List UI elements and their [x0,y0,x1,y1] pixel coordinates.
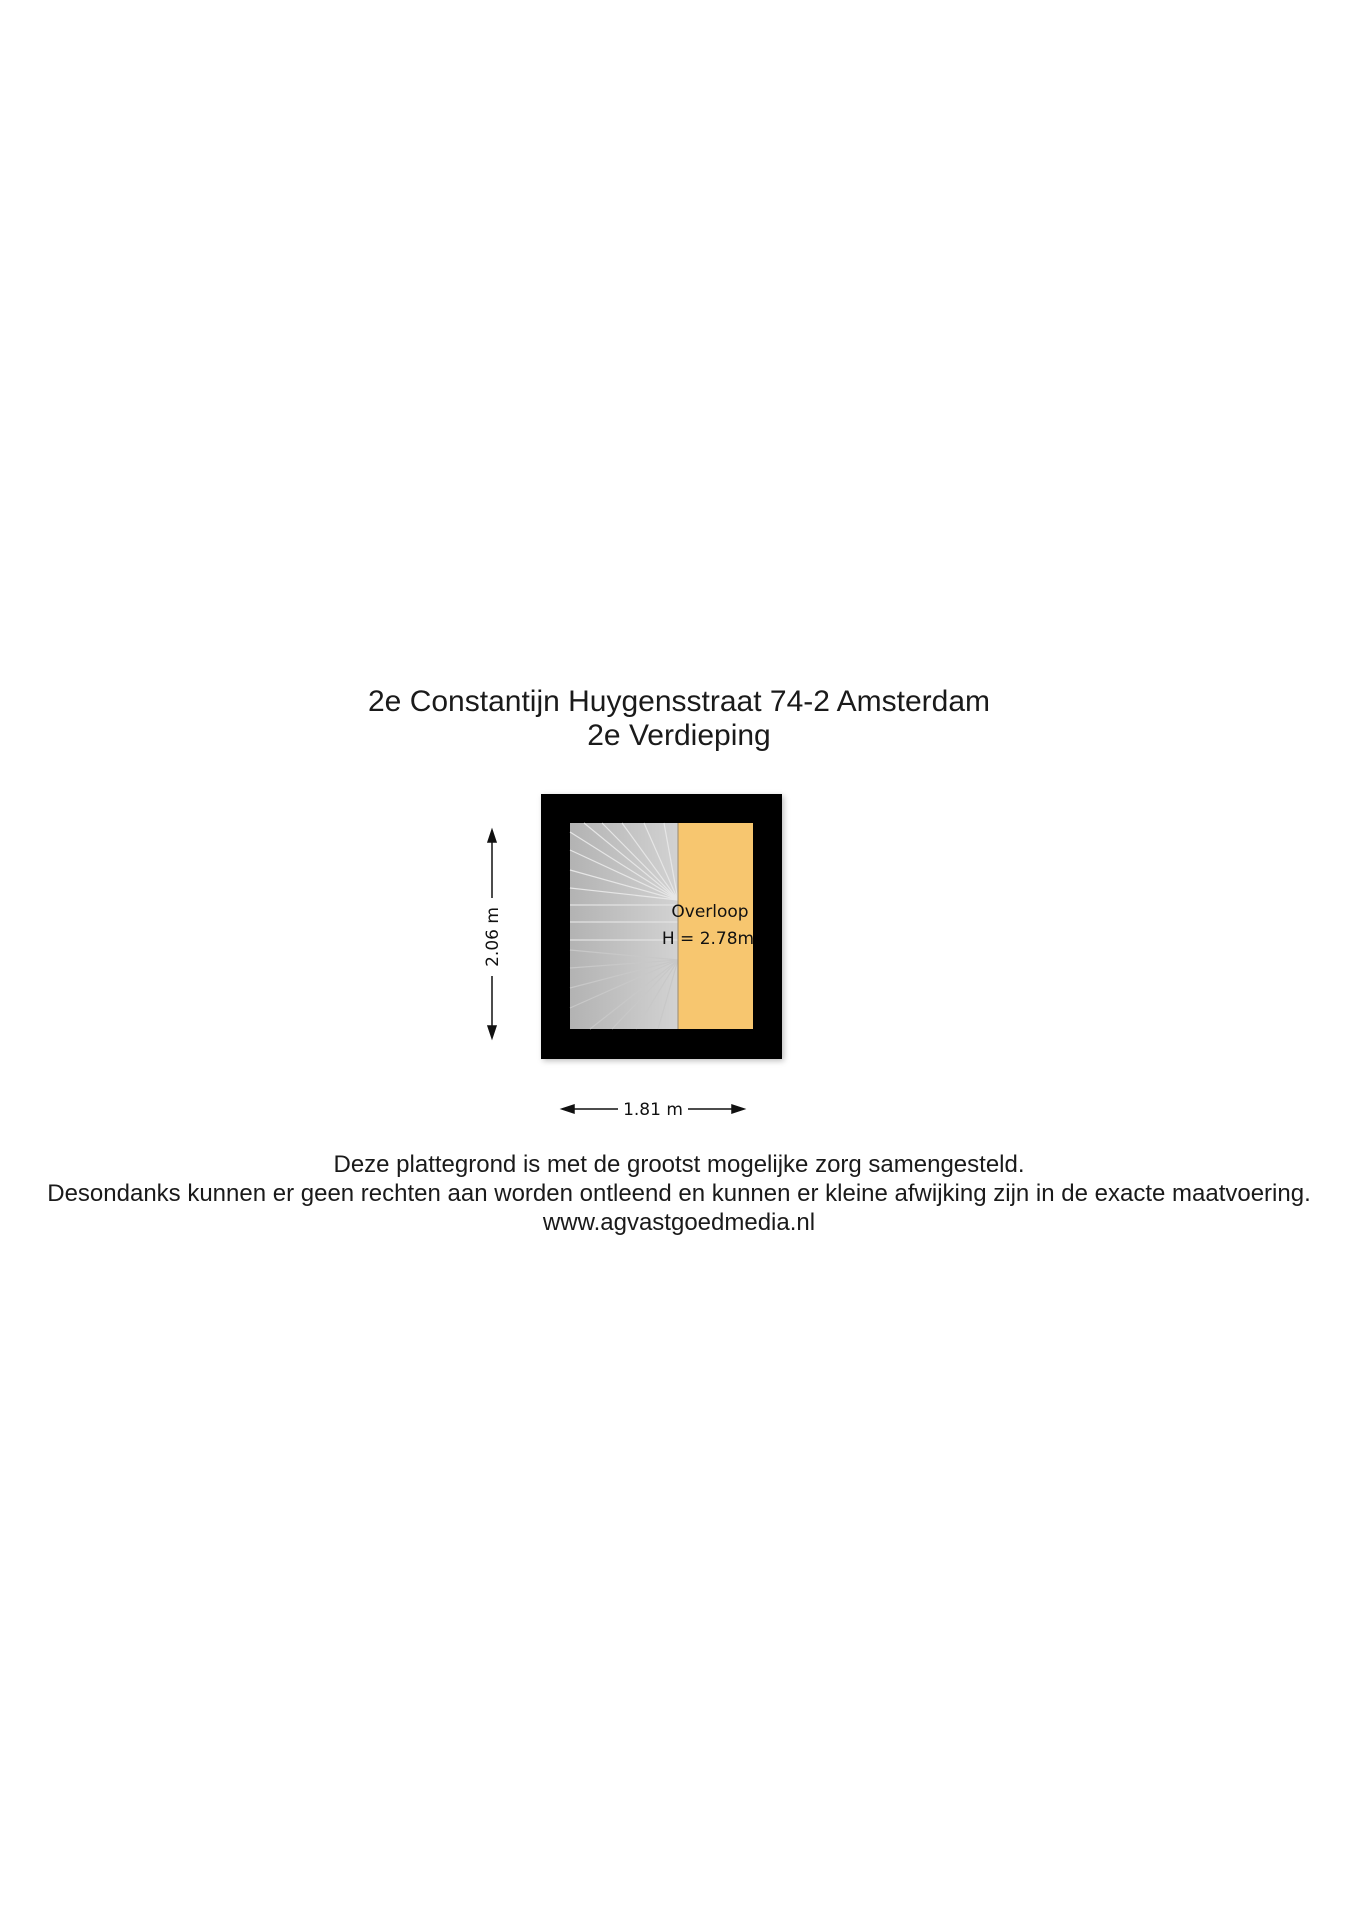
height-dimension-label: 2.06 m [483,907,503,967]
width-dimension-label: 1.81 m [623,1100,683,1120]
disclaimer-line-2: Desondanks kunnen er geen rechten aan worden ontleend en kunnen er kleine afwijking zijn in de exacte maatvoering. [47,1180,1311,1207]
room-height-label: H = 2.78m [661,929,755,949]
floor-name: 2e Verdieping [587,719,771,752]
website-link[interactable]: www.agvastgoedmedia.nl [542,1209,816,1236]
room-overloop [678,823,753,1029]
plan-title: 2e Constantijn Huygensstraat 74-2 Amsterdam [368,685,990,718]
room-label: Overloop [671,902,749,922]
disclaimer-line-1: Deze plattegrond is met de grootst mogelijke zorg samengesteld. [333,1151,1025,1178]
stairs [570,823,678,1029]
